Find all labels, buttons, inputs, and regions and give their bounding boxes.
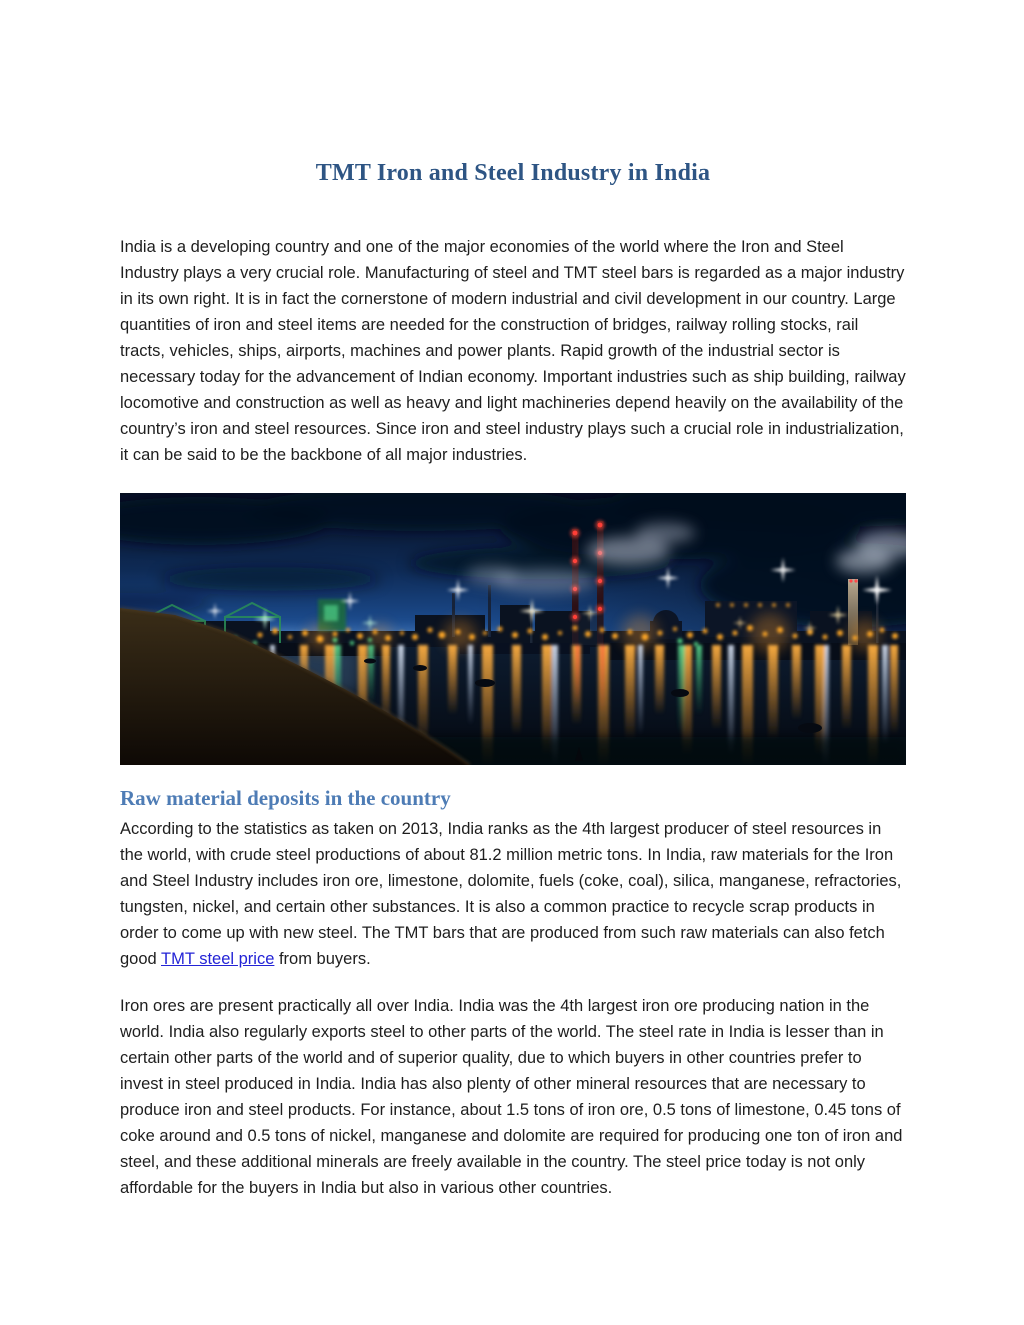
page-title: TMT Iron and Steel Industry in India [315,160,711,186]
raw-materials-text-before-link: According to the statistics as taken on 2013, India ranks as the 4th largest producer of steel resources in the world, with crude steel productions of about 81.2 million metric tons. In India, raw materials for the Iron and Steel Industry includes iron ore, limestone, dolomite, fuels (coke, coal), silica, manganese, refractories, tungsten, nickel, and certain other substances. It is also a common practice to recycle scrap products in order to come up with new steel. The TMT bars that are produced from such raw materials can also fetch good [120,820,902,968]
section-heading: Raw material deposits in the country [120,786,451,810]
tmt-steel-price-link[interactable]: TMT steel price [161,950,275,968]
document-page [120,160,906,1201]
raw-materials-text-after-link: from buyers. [274,950,371,968]
paragraph-iron-ores: Iron ores are present practically all over India. India was the 4th largest iron ore producing nation in the world. India also regularly exports steel to other parts of the world. The steel rate in India is lesser than in certain other parts of the world and of superior quality, due to which buyers in other countries prefer to invest in steel produced in India. India has also plenty of other mineral resources that are necessary to produce iron and steel products. For instance, about 1.5 tons of iron ore, 0.5 tons of limestone, 0.45 tons of coke around and 0.5 tons of nickel, manganese and dolomite are required for producing one ton of iron and steel, and these additional minerals are freely available in the country. The steel price today is not only affordable for the buyers in India but also in various other countries. [120,997,903,1197]
industrial-plant-night-photo [120,493,906,765]
paragraph-intro: India is a developing country and one of the major economies of the world where the Iron and Steel Industry plays a very crucial role. Manufacturing of steel and TMT steel bars is regarded as a major industry in its own right. It is in fact the cornerstone of modern industrial and civil development in our country. Large quantities of iron and steel items are needed for the construction of bridges, railway rolling stocks, rail tracts, vehicles, ships, airports, machines and power plants. Rapid growth of the industrial sector is necessary today for the advancement of Indian economy. Important industries such as ship building, railway locomotive and construction as well as heavy and light machineries depend heavily on the availability of the country’s iron and steel resources. Since iron and steel industry plays such a crucial role in industrialization, it can be said to be the backbone of all major industries. [120,238,906,464]
paragraph-raw-materials [120,816,906,972]
